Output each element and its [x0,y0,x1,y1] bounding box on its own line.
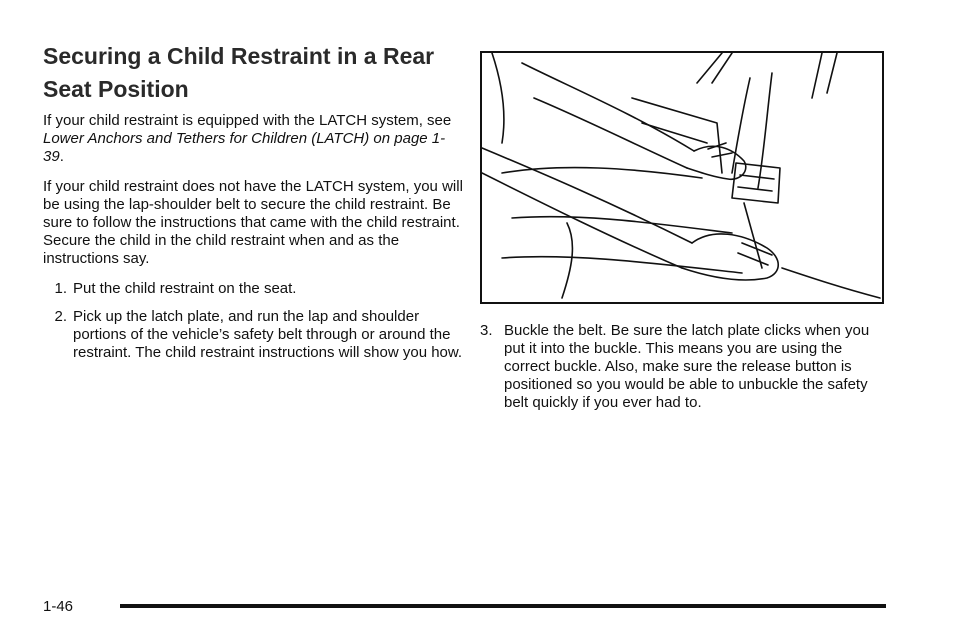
step-number: 3. [480,322,493,339]
step-text: Put the child restraint on the seat. [73,280,297,297]
intro-text: If your child restraint is equipped with the LATCH system, see [43,112,452,129]
intro-paragraph [43,112,463,166]
child-restraint-illustration [480,51,884,304]
step-number: 2. [54,308,67,325]
intro-end: . [59,148,64,165]
step-text: Pick up the latch plate, and run the lap and shoulder portions of the vehicle’s safety belt through or around the restraint. The child restraint instructions will show you how. [73,308,463,361]
section-title: Securing a Child Restraint in a Rear Seat Position [43,43,435,102]
belt-buckle-drawing [482,53,882,302]
left-column [43,112,463,372]
footer-divider [120,604,886,608]
step-number: 1. [54,280,67,297]
step-text: Buckle the belt. Be sure the latch plate clicks when you put it into the buckle. This means you are using the correct buckle. Also, make sure the release button is positioned so you would be able to unbuckle the safety belt quickly if you ever had to. [504,322,870,411]
right-column [480,322,890,422]
page-number: 1-46 [43,598,74,615]
step-1 [43,280,463,298]
step-2 [43,308,463,362]
instructions-paragraph: If your child restraint does not have the LATCH system, you will be using the lap-shoulder belt to secure the child restraint. Be sure to follow the instructions that came with the child restraint. Secure the child in the child restraint when and as the instructions say. [43,178,463,267]
step-3 [480,322,890,412]
latch-reference: Lower Anchors and Tethers for Children (LATCH) on page 1-39 [43,130,446,165]
